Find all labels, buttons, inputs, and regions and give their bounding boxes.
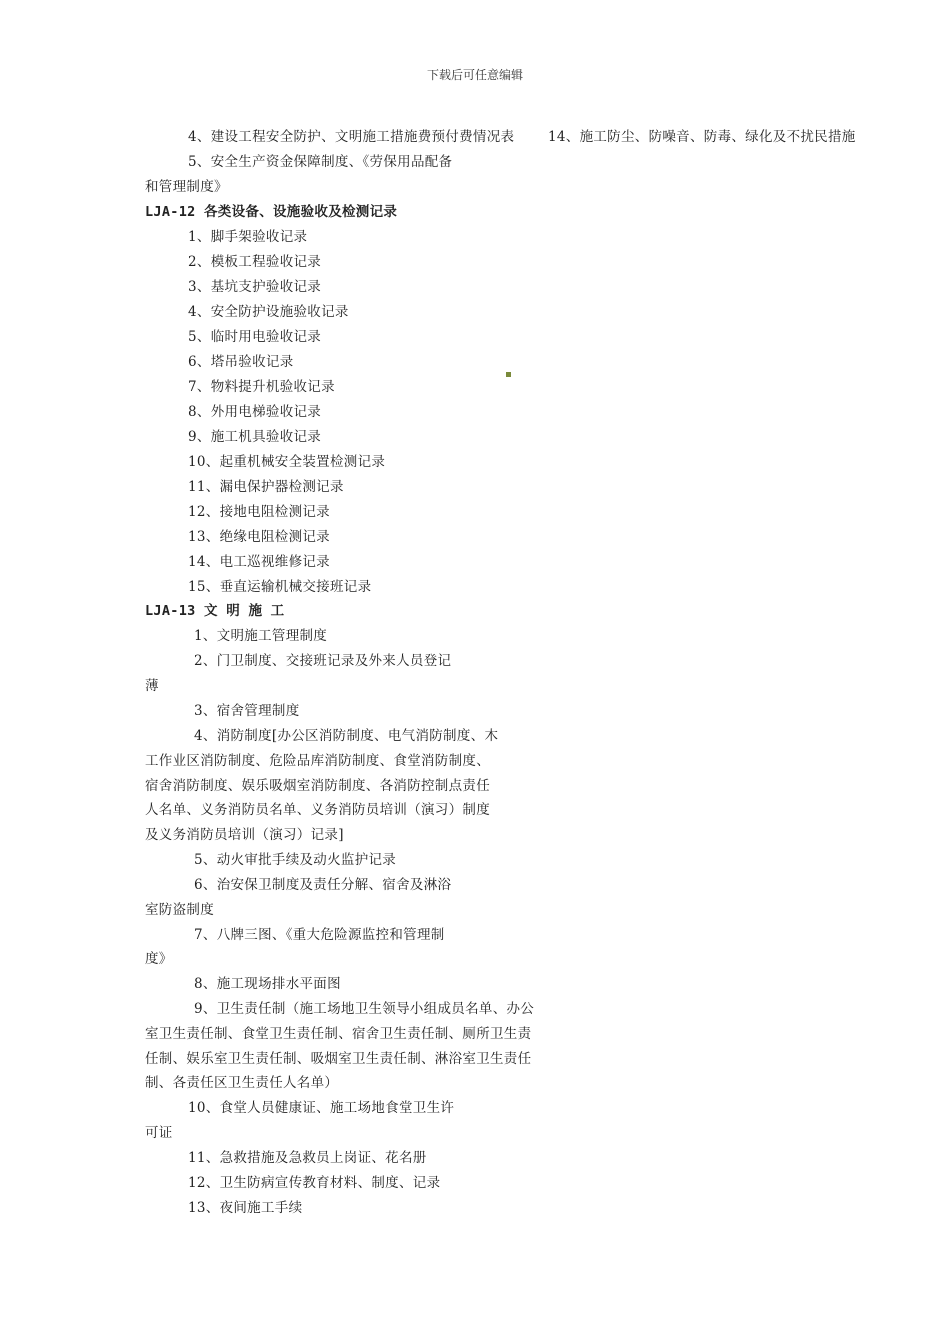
list-item-continuation: 室防盗制度	[145, 902, 214, 918]
list-item: 14、施工防尘、防噪音、防毒、绿化及不扰民措施	[548, 129, 856, 145]
list-item: 5、临时用电验收记录	[188, 329, 322, 345]
list-item: 13、夜间施工手续	[188, 1200, 303, 1216]
page-header: 下载后可任意编辑	[426, 68, 523, 82]
list-item: 2、门卫制度、交接班记录及外来人员登记	[194, 653, 452, 669]
list-item: 12、卫生防病宣传教育材料、制度、记录	[188, 1175, 441, 1191]
list-item-continuation: 及义务消防员培训（演习）记录]	[145, 827, 344, 843]
list-item: 7、物料提升机验收记录	[188, 379, 335, 395]
list-item: 15、垂直运输机械交接班记录	[188, 579, 372, 595]
list-item-continuation: 制、各责任区卫生责任人名单）	[145, 1075, 339, 1091]
list-item: 4、消防制度[办公区消防制度、电气消防制度、木	[194, 728, 499, 744]
list-item: 7、八牌三图、《重大危险源监控和管理制	[194, 927, 445, 943]
list-item: 1、脚手架验收记录	[188, 229, 308, 245]
list-item-continuation: 任制、娱乐室卫生责任制、吸烟室卫生责任制、淋浴室卫生责任	[145, 1051, 532, 1067]
list-item-continuation: 人名单、义务消防员名单、义务消防员培训（演习）制度	[145, 802, 490, 818]
list-item: 4、安全防护设施验收记录	[188, 304, 349, 320]
list-item: 10、起重机械安全装置检测记录	[188, 454, 386, 470]
list-item: 9、卫生责任制（施工场地卫生领导小组成员名单、办公	[194, 1001, 535, 1017]
list-item: 14、电工巡视维修记录	[188, 554, 330, 570]
list-item-continuation: 室卫生责任制、食堂卫生责任制、宿舍卫生责任制、厕所卫生责	[145, 1026, 532, 1042]
list-item: 10、食堂人员健康证、施工场地食堂卫生许	[188, 1100, 455, 1116]
list-item: 1、文明施工管理制度	[194, 628, 328, 644]
section-title-lja-12: LJA-12 各类设备、设施验收及检测记录	[145, 204, 398, 220]
list-item-continuation: 度》	[145, 951, 173, 967]
list-item: 5、安全生产资金保障制度、《劳保用品配备	[188, 154, 453, 170]
list-item: 3、基坑支护验收记录	[188, 279, 322, 295]
list-item: 3、宿舍管理制度	[194, 703, 300, 719]
list-item: 13、绝缘电阻检测记录	[188, 529, 330, 545]
list-item-continuation: 和管理制度》	[145, 179, 228, 195]
list-item: 12、接地电阻检测记录	[188, 504, 330, 520]
list-item: 2、模板工程验收记录	[188, 254, 322, 270]
list-item: 9、施工机具验收记录	[188, 429, 322, 445]
list-item: 8、施工现场排水平面图	[194, 976, 341, 992]
list-item: 6、治安保卫制度及责任分解、宿舍及淋浴	[194, 877, 452, 893]
list-item-continuation: 宿舍消防制度、娱乐吸烟室消防制度、各消防控制点责任	[145, 778, 490, 794]
list-item: 6、塔吊验收记录	[188, 354, 294, 370]
list-item-continuation: 工作业区消防制度、危险品库消防制度、食堂消防制度、	[145, 753, 490, 769]
list-item: 11、急救措施及急救员上岗证、花名册	[188, 1150, 427, 1166]
list-item: 11、漏电保护器检测记录	[188, 479, 344, 495]
list-item-continuation: 薄	[145, 678, 159, 694]
list-item: 5、动火审批手续及动火监护记录	[194, 852, 397, 868]
marker-dot	[506, 372, 511, 377]
list-item: 8、外用电梯验收记录	[188, 404, 322, 420]
list-item: 4、建设工程安全防护、文明施工措施费预付费情况表	[188, 129, 515, 145]
list-item-continuation: 可证	[145, 1125, 173, 1141]
section-title-lja-13: LJA-13 文 明 施 工	[145, 603, 285, 619]
